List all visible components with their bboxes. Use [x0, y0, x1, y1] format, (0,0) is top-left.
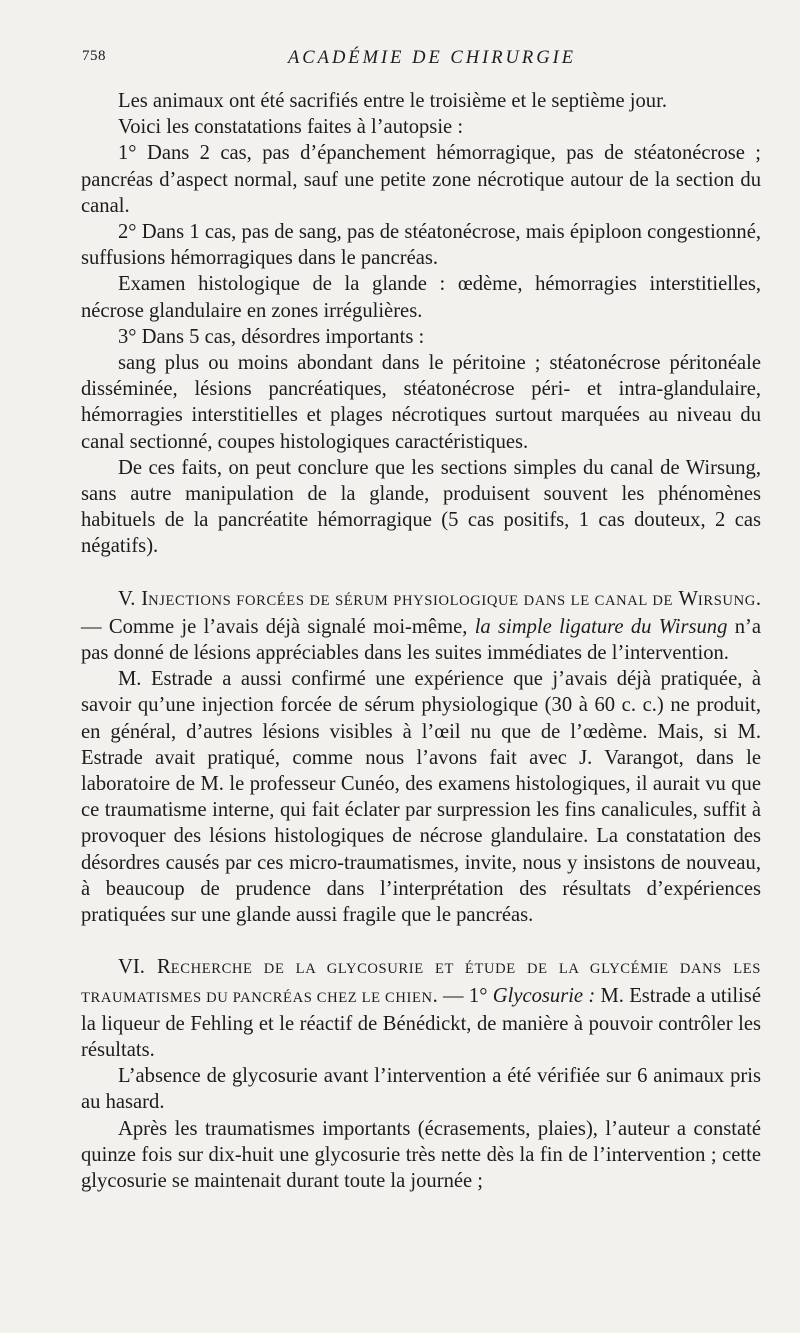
section-text: . — Comme je l’avais déjà signalé moi-même, — [81, 587, 762, 638]
italic-phrase: Glycosurie : — [492, 984, 596, 1007]
page-number: 758 — [82, 48, 106, 64]
section-text: n’a pas donné de lésions appréciables dans les suites immédiates de l’intervention. — [81, 615, 761, 665]
paragraph: Examen histologique de la glande : œdème, hémorragies interstitielles, nécrose glandulaire en zones irrégulières. — [81, 273, 761, 322]
section-number: V. I — [118, 587, 149, 610]
section-text: . — 1° — [432, 984, 493, 1007]
paragraph: Voici les constatations faites à l’autopsie : — [118, 116, 464, 139]
paragraph: 2° Dans 1 cas, pas de sang, pas de stéatonécrose, mais épiploon congestionné, suffusions hémorragiques dans le pancréas. — [81, 221, 761, 270]
paragraph: De ces faits, on peut conclure que les sections simples du canal de Wirsung, sans autre manipulation de la glande, produisent souvent les phénomènes habituels de la pancréatite hémorragique (5 cas positifs, 1 cas douteux, 2 cas négatifs). — [81, 456, 761, 558]
section-vi-paragraph — [81, 954, 761, 1063]
body-text — [81, 88, 761, 1194]
running-head: ACADÉMIE DE CHIRURGIE — [288, 48, 577, 68]
paragraph: Après les traumatismes importants (écrasements, plaies), l’auteur a constaté quinze fois sur dix-huit une glycosurie très nette dès la fin de l’intervention ; cette glycosurie se maintenait durant toute la journée ; — [81, 1117, 761, 1192]
paragraph: L’absence de glycosurie avant l’intervention a été vérifiée sur 6 animaux pris au hasard. — [81, 1065, 761, 1114]
section-title-cap: W — [678, 587, 698, 610]
page-header — [82, 48, 760, 74]
section-title: IRSUNG — [697, 592, 756, 609]
paragraph: sang plus ou moins abondant dans le péritoine ; stéatonécrose péritonéale disséminée, lésions pancréatiques, stéatonécrose péri- et intra-glandulaire, hémorragies interstitielles et plages nécrotiques surtout marquées au niveau du canal sectionné, coupes histologiques caractéristiques. — [81, 352, 761, 453]
section-title: NJECTIONS FORCÉES DE SÉRUM PHYSIOLOGIQUE DANS LE CANAL DE — [148, 592, 673, 609]
section-title: ECHERCHE DE LA GLYCOSURIE ET ÉTUDE DE LA GLYCÉMIE DANS LES TRAUMATISMES DU PANCRÉAS CHEZ LE CHIEN — [81, 961, 761, 1006]
section-number: VI. R — [118, 956, 171, 979]
paragraph: M. Estrade a aussi confirmé une expérience que j’avais déjà pratiquée, à savoir qu’une injection forcée de sérum physiologique (30 à 60 c. c.) ne produit, en général, d’autres lésions visibles à l’œil nu que de l’œdème. Mais, si M. Estrade avait pratiqué, comme nous l’avons fait avec J. Varangot, dans le laboratoire de M. le professeur Cunéo, des examens histologiques, il aurait vu que ce traumatisme interne, qui fait éclater par surpression les fins canalicules, suffit à provoquer des lésions histologiques de nécrose glandulaire. La constatation des désordres causés par ces micro-traumatismes, invite, nous y insistons de nouveau, à beaucoup de prudence dans l’interprétation des résultats d’expériences pratiquées sur une glande aussi fragile que le pancréas. — [81, 668, 761, 927]
italic-phrase: la simple ligature du Wirsung — [474, 615, 728, 638]
paragraph: 3° Dans 5 cas, désordres importants : — [118, 325, 425, 348]
section-text: M. Estrade a utilisé la liqueur de Fehling et le réactif de Bénédickt, de manière à pouvoir contrôler les résultats. — [81, 984, 761, 1061]
paragraph: Les animaux ont été sacrifiés entre le troisième et le septième jour. — [118, 90, 667, 112]
section-v-paragraph — [81, 586, 761, 667]
paragraph: 1° Dans 2 cas, pas d’épanchement hémorragique, pas de stéatonécrose ; pancréas d’aspect normal, sauf une petite zone nécrotique autour de la section du canal. — [81, 142, 761, 217]
